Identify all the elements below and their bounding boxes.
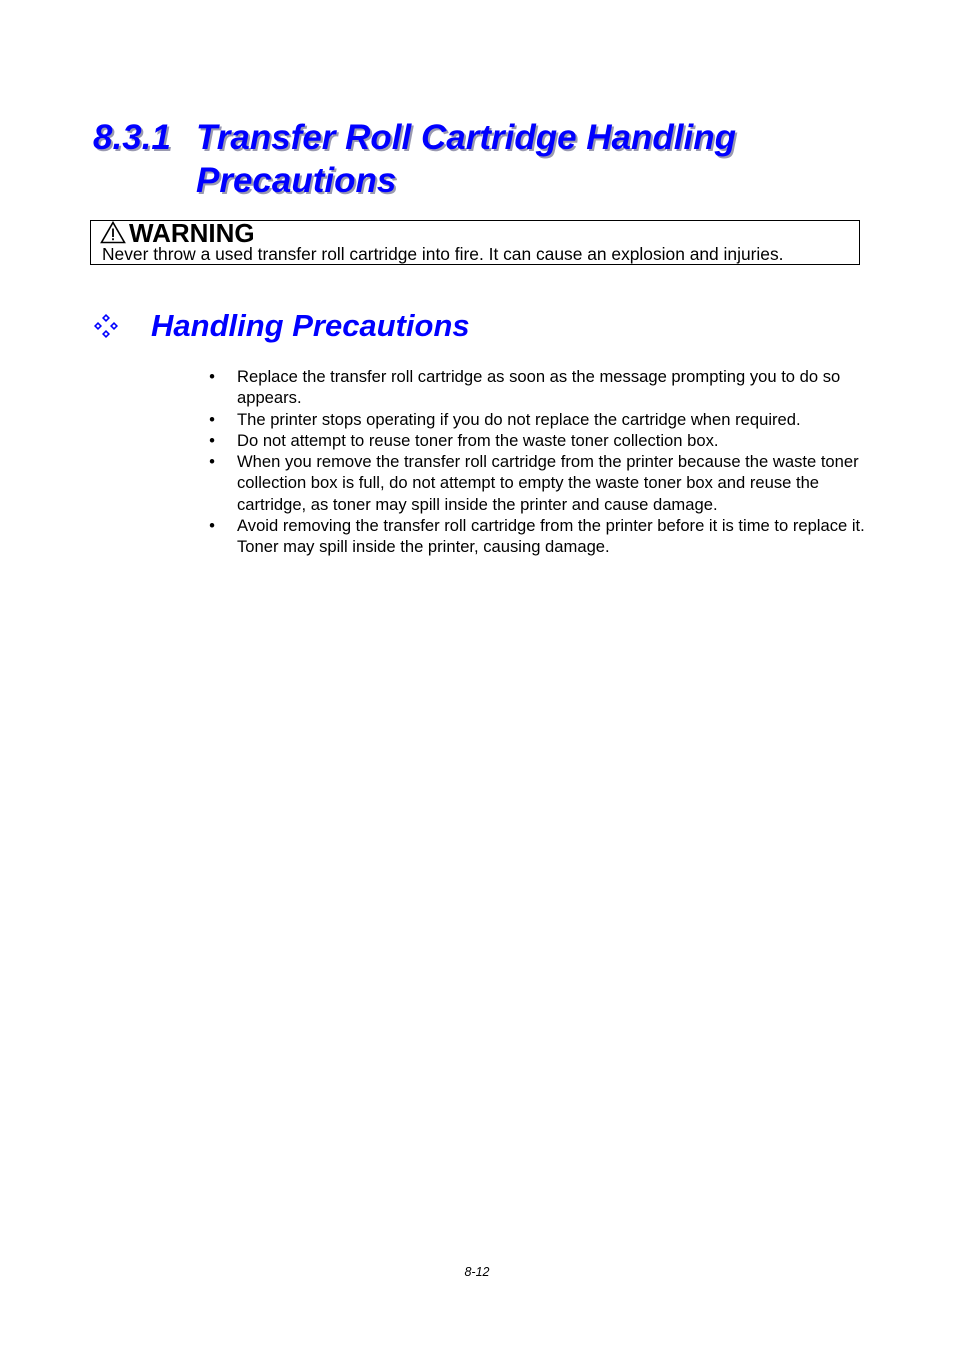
list-item: [207, 430, 867, 451]
bullet-dot-icon: •: [209, 516, 215, 536]
warning-text: Never throw a used transfer roll cartridge into fire. It can cause an explosion and injuries.: [102, 244, 784, 264]
warning-title: [100, 220, 255, 246]
warning-box: [90, 220, 860, 265]
subheading: [93, 306, 470, 346]
list-item: [207, 451, 867, 515]
page-number: 8-12: [464, 1265, 490, 1279]
list-item: [207, 366, 867, 409]
list-item-text: Do not attempt to reuse toner from the waste toner collection box.: [237, 430, 719, 450]
list-item-text: When you remove the transfer roll cartridge from the printer because the waste toner collection box is full, do not attempt to empty the waste toner box and reuse the cartridge, as toner may spill inside the printer and cause damage.: [237, 452, 859, 514]
section-number: 8.3.1: [93, 118, 171, 157]
section-title-line2: Precautions: [196, 161, 397, 200]
section-title-line1: Transfer Roll Cartridge Handling: [196, 118, 736, 157]
bullet-dot-icon: •: [209, 409, 215, 429]
bullet-dot-icon: •: [209, 430, 215, 450]
diamond-bullet-icon: [93, 313, 151, 339]
subheading-title: Handling Precautions: [151, 308, 470, 343]
list-item: [207, 409, 867, 430]
list-item-text: Avoid removing the transfer roll cartridge from the printer before it is time to replace it. Toner may spill inside the printer, causing damage.: [237, 516, 865, 557]
bullet-dot-icon: •: [209, 452, 215, 472]
warning-label: WARNING: [129, 218, 255, 248]
section-heading: [93, 116, 873, 202]
precautions-list: [207, 366, 867, 558]
bullet-dot-icon: •: [209, 367, 215, 386]
list-item: [207, 515, 867, 558]
list-item-text: The printer stops operating if you do not replace the cartridge when required.: [237, 409, 801, 429]
warning-triangle-icon: [100, 221, 126, 244]
list-item-text: Replace the transfer roll cartridge as soon as the message prompting you to do so appears.: [237, 367, 841, 408]
